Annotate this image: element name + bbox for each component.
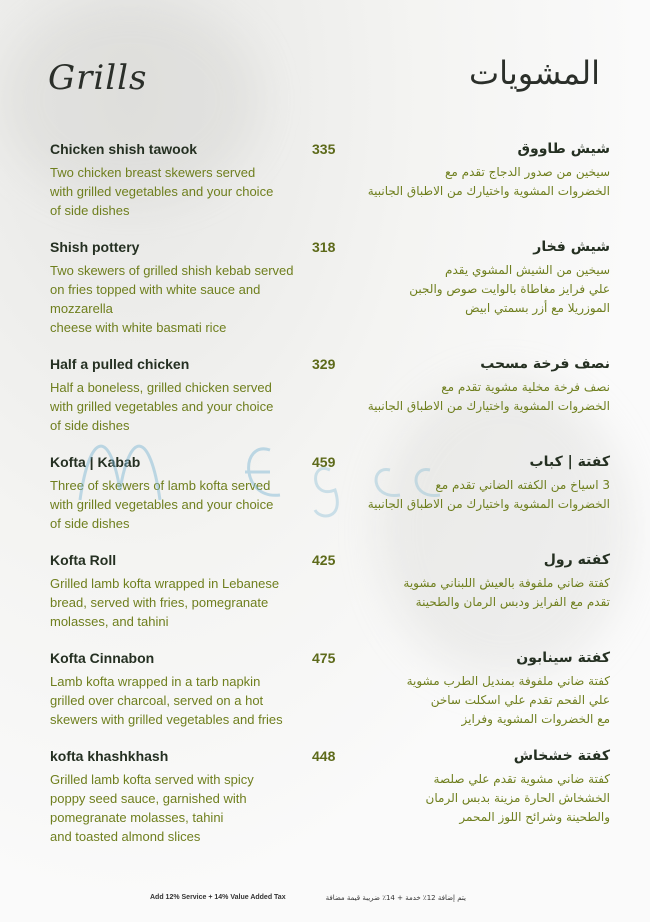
desc-line: Two skewers of grilled shish kebab served: [50, 263, 294, 278]
item-name-en: kofta khashkhash: [50, 748, 169, 764]
desc-line: skewers with grilled vegetables and fries: [50, 712, 283, 727]
desc-line: cheese with white basmati rice: [50, 320, 227, 335]
desc-line: of side dishes: [50, 203, 130, 218]
desc-line: تقدم مع الفرايز ودبس الرمان والطحينة: [415, 595, 610, 609]
desc-line: and toasted almond slices: [50, 829, 201, 844]
item-price: 425: [312, 552, 336, 568]
item-name-en: Kofta | Kabab: [50, 454, 141, 470]
menu-item: [50, 551, 610, 631]
desc-line: نصف فرخة مخلية مشوية تقدم مع: [441, 380, 610, 394]
desc-line: كفتة ضاني مشوية تقدم علي صلصة: [433, 772, 610, 786]
item-name-en: Kofta Cinnabon: [50, 650, 155, 666]
desc-line: Two chicken breast skewers served: [50, 165, 256, 180]
desc-line: سيخين من الشيش المشوي يقدم: [445, 263, 610, 277]
desc-line: grilled over charcoal, served on a hot: [50, 693, 264, 708]
section-title-ar: المشويات: [469, 54, 600, 92]
item-desc-ar: [352, 261, 610, 318]
item-desc-en: [50, 378, 312, 435]
desc-line: molasses, and tahini: [50, 614, 169, 629]
desc-line: الخشخاش الحارة مزينة بدبس الرمان: [425, 791, 610, 805]
desc-line: Grilled lamb kofta served with spicy: [50, 772, 254, 787]
item-desc-ar: [352, 163, 610, 201]
item-name-en: Kofta Roll: [50, 552, 117, 568]
desc-line: with grilled vegetables and your choice: [50, 497, 274, 512]
footer: [0, 864, 650, 922]
footer-tax-note-ar: يتم إضافة 12٪ خدمة + 14٪ ضريبة قيمة مضافة: [325, 894, 466, 902]
item-price: 475: [312, 650, 336, 666]
item-price: 329: [312, 356, 336, 372]
desc-line: of side dishes: [50, 418, 130, 433]
item-name-ar: شيش طاووق: [517, 141, 610, 157]
menu-item: [50, 355, 610, 435]
item-ar: [352, 238, 610, 318]
item-price: 448: [312, 748, 336, 764]
item-name-en: Shish pottery: [50, 239, 140, 255]
desc-line: سيخين من صدور الدجاج تقدم مع: [445, 165, 610, 179]
item-en: [50, 747, 312, 846]
item-desc-en: [50, 261, 312, 337]
desc-line: الخضروات المشوية واختيارك من الاطباق الجانبية: [367, 497, 610, 511]
desc-line: bread, served with fries, pomegranate: [50, 595, 269, 610]
item-desc-ar: [352, 476, 610, 514]
item-price: 318: [312, 239, 336, 255]
item-desc-ar: [352, 574, 610, 612]
desc-line: والطحينة وشرائح اللوز المحمر: [459, 810, 610, 824]
item-ar: [352, 140, 610, 201]
desc-line: 3 اسياخ من الكفته الضاني تقدم مع: [435, 478, 610, 492]
footer-tax-note-en: Add 12% Service + 14% Value Added Tax: [150, 894, 286, 901]
menu-item: [50, 649, 610, 729]
item-desc-en: [50, 163, 312, 220]
item-en: [50, 649, 312, 729]
desc-line: with grilled vegetables and your choice: [50, 399, 274, 414]
section-title-en: Grills: [48, 58, 148, 98]
item-ar: [352, 355, 610, 416]
item-en: [50, 355, 312, 435]
item-name-ar: شيش فخار: [533, 239, 610, 255]
item-en: [50, 140, 312, 220]
desc-line: Three of skewers of lamb kofta served: [50, 478, 271, 493]
item-desc-en: [50, 476, 312, 533]
desc-line: الموزريلا مع أزر بسمتي ابيض: [465, 301, 610, 315]
menu-items: [0, 100, 650, 846]
item-desc-en: [50, 770, 312, 846]
item-name-ar: كفته رول: [543, 552, 610, 568]
desc-line: of side dishes: [50, 516, 130, 531]
desc-line: with grilled vegetables and your choice: [50, 184, 274, 199]
item-name-en: Half a pulled chicken: [50, 356, 190, 372]
item-name-en: Chicken shish tawook: [50, 141, 198, 157]
header: [0, 0, 650, 100]
menu-item: [50, 140, 610, 220]
item-name-ar: كفتة خشخاش: [513, 748, 610, 764]
desc-line: Grilled lamb kofta wrapped in Lebanese: [50, 576, 280, 591]
desc-line: علي فرايز مغاطاة بالوايت صوص والجبن: [409, 282, 610, 296]
desc-line: Half a boneless, grilled chicken served: [50, 380, 272, 395]
desc-line: كفتة ضاني ملفوفة بالعيش اللبناني مشوية: [403, 576, 610, 590]
desc-line: الخضروات المشوية واختيارك من الاطباق الجانبية: [367, 399, 610, 413]
desc-line: Lamb kofta wrapped in a tarb napkin: [50, 674, 261, 689]
menu-item: [50, 453, 610, 533]
desc-line: on fries topped with white sauce and mozzarella: [50, 282, 261, 316]
item-en: [50, 238, 312, 337]
item-en: [50, 453, 312, 533]
item-price: 335: [312, 141, 336, 157]
item-name-ar: نصف فرخة مسحب: [480, 356, 610, 372]
menu-item: [50, 747, 610, 846]
item-ar: [352, 747, 610, 827]
item-desc-ar: [352, 378, 610, 416]
desc-line: pomegranate molasses, tahini: [50, 810, 224, 825]
item-ar: [352, 551, 610, 612]
item-en: [50, 551, 312, 631]
item-desc-en: [50, 574, 312, 631]
item-name-ar: كفتة | كباب: [529, 454, 610, 470]
desc-line: الخضروات المشوية واختيارك من الاطباق الجانبية: [367, 184, 610, 198]
desc-line: علي الفحم تقدم علي اسكلت ساخن: [430, 693, 610, 707]
item-price: 459: [312, 454, 336, 470]
item-name-ar: كفتة سينابون: [516, 650, 610, 666]
menu-item: [50, 238, 610, 337]
desc-line: مع الخضروات المشوية وفرايز: [461, 712, 610, 726]
item-ar: [352, 453, 610, 514]
desc-line: كفتة ضاني ملفوفة بمنديل الطرب مشوية: [406, 674, 610, 688]
item-ar: [352, 649, 610, 729]
item-desc-ar: [352, 770, 610, 827]
desc-line: poppy seed sauce, garnished with: [50, 791, 247, 806]
item-desc-en: [50, 672, 312, 729]
item-desc-ar: [352, 672, 610, 729]
